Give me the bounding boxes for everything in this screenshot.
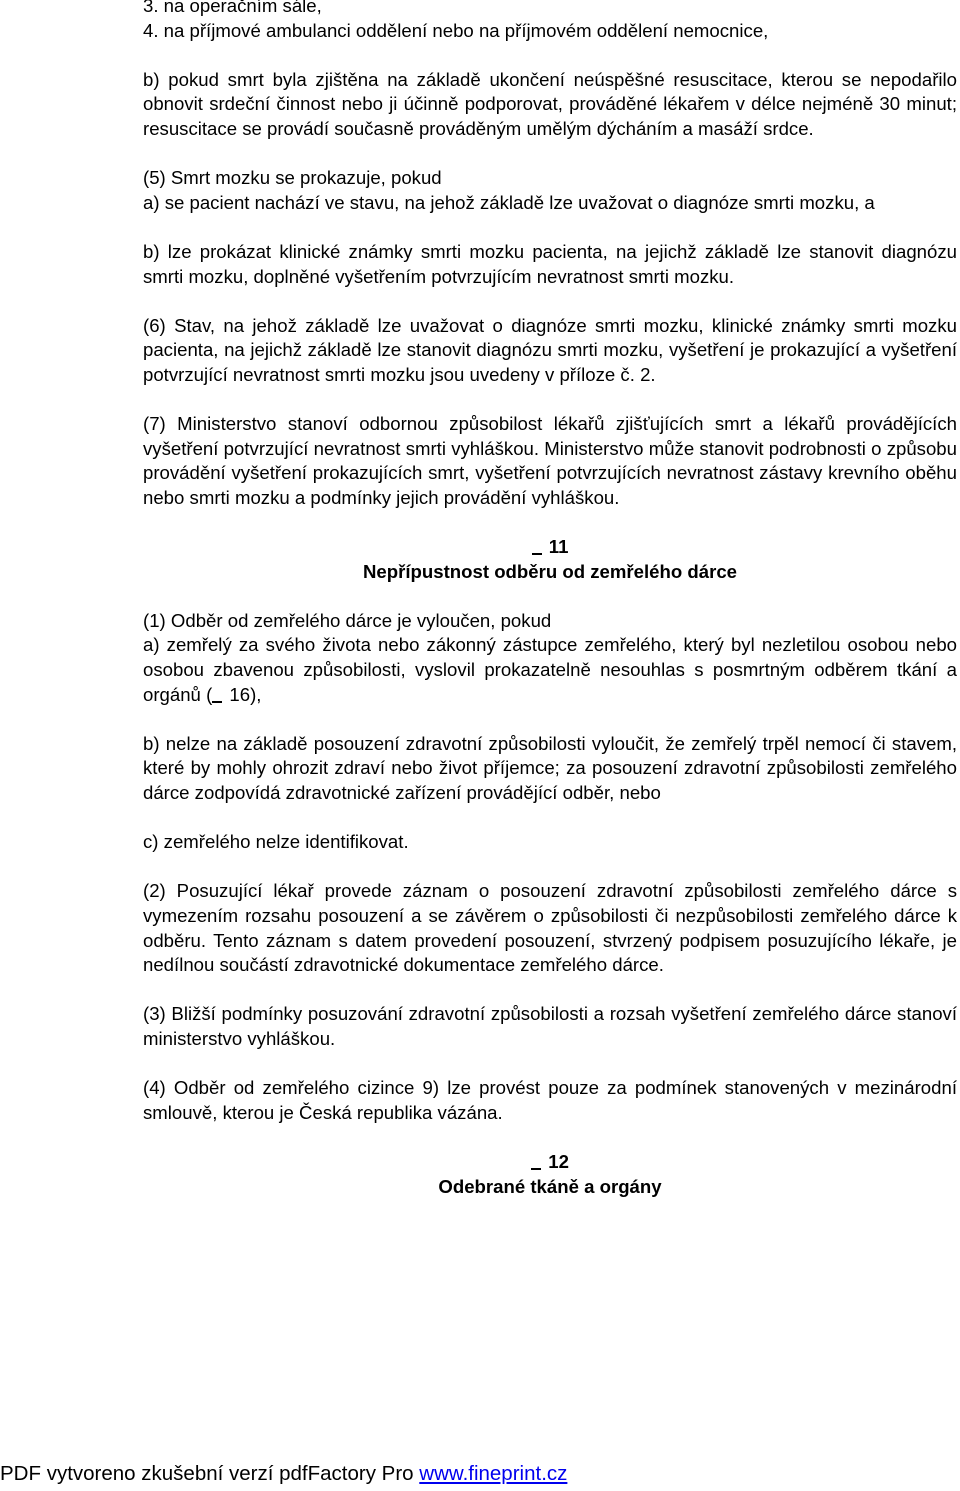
section-11-p1-a-start: a) zemřelý za svého života nebo zákonný zástupce zemřelého, který byl nezletilou osobou nebo osobou zbavenou způsobilosti, vyslovil prokazatelně nesouhlas s posmrtným odběrem tkání a orgánů ( — [143, 634, 957, 705]
section-11-number — [143, 535, 957, 560]
paragraph-sign-icon — [212, 683, 222, 703]
pdf-footer — [0, 1461, 567, 1487]
section-12-number-text: 12 — [548, 1150, 569, 1172]
section-11-title: Nepřípustnost odběru od zemřelého dárce — [363, 560, 737, 582]
section-12-number — [143, 1150, 957, 1175]
section-7: (7) Ministerstvo stanoví odbornou způsobilost lékařů zjišťujících smrt a lékařů provádějících vyšetření potvrzující nevratnost smrti vyhláškou. Ministerstvo může stanovit podrobnosti o způsobu provádění vyšetření prokazujících smrt, vyšetření potvrzujících nevratnost zástavy krevního oběhu nebo smrti mozku a podmínky jejich provádění vyhláškou. — [143, 413, 957, 508]
section-5-a: a) se pacient nachází ve stavu, na jehož základě lze uvažovat o diagnóze smrti mozku, a — [143, 191, 875, 213]
section-11-p1-a-end: 16), — [224, 683, 262, 705]
section-11-number-text: 11 — [548, 536, 569, 558]
paragraph-b-resuscitation: b) pokud smrt byla zjištěna na základě ukončení neúspěšné resuscitace, kterou se nepodařilo obnovit srdeční činnost nebo ji účinně podporovat, prováděné lékařem v délce nejméně 30 minut; resuscitace se provádí současně prováděným umělým dýcháním a masáží srdce. — [143, 68, 957, 139]
section-5-intro: (5) Smrt mozku se prokazuje, pokud — [143, 167, 442, 189]
list-item: 3. na operačním sále, — [143, 0, 322, 16]
section-11-p1-c: c) zemřelého nelze identifikovat. — [143, 831, 409, 853]
section-11-p1-b: b) nelze na základě posouzení zdravotní způsobilosti vyloučit, že zemřelý trpěl nemocí či stavem, které by mohly ohrozit zdraví nebo život příjemce; za posouzení zdravotní způsobilosti zemřelého dárce zodpovídá zdravotnické zařízení provádějící odběr, nebo — [143, 732, 957, 803]
paragraph-sign-icon — [531, 1150, 541, 1170]
section-11-p2: (2) Posuzující lékař provede záznam o posouzení zdravotní způsobilosti zemřelého dárce s vymezením rozsahu posouzení a se závěrem o způsobilosti či nezpůsobilosti zemřelého dárce k odběru. Tento záznam s datem provedení posouzení, stvrzený podpisem posuzujícího lékaře, je nedílnou součástí zdravotnické dokumentace zemřelého dárce. — [143, 880, 957, 976]
document-body — [143, 0, 957, 1199]
footer-link[interactable]: www.fineprint.cz — [419, 1462, 568, 1485]
footer-text: PDF vytvoreno zkušební verzí pdfFactory Pro — [0, 1462, 420, 1485]
section-11-p3: (3) Bližší podmínky posuzování zdravotní způsobilosti a rozsah vyšetření zemřelého dárce stanoví ministerstvo vyhláškou. — [143, 1003, 957, 1049]
section-12-title: Odebrané tkáně a orgány — [438, 1175, 662, 1197]
section-5-b: b) lze prokázat klinické známky smrti mozku pacienta, na jejichž základě lze stanovit diagnózu smrti mozku, doplněné vyšetřením potvrzujícím nevratnost smrti mozku. — [143, 240, 957, 287]
section-11-p1-a — [143, 633, 957, 707]
section-6: (6) Stav, na jehož základě lze uvažovat o diagnóze smrti mozku, klinické známky smrti mozku pacienta, na jejichž základě lze stanovit diagnózu smrti mozku, vyšetření je prokazující a vyšetření potvrzující nevratnost smrti mozku jsou uvedeny v příloze č. 2. — [143, 314, 957, 385]
paragraph-sign-icon — [532, 535, 542, 555]
list-item: 4. na příjmové ambulanci oddělení nebo na příjmovém oddělení nemocnice, — [143, 19, 769, 41]
section-11-p1-intro: (1) Odběr od zemřelého dárce je vyloučen, pokud — [143, 609, 552, 631]
section-11-p4: (4) Odběr od zemřelého cizince 9) lze provést pouze za podmínek stanovených v mezinárodní smlouvě, kterou je Česká republika vázána. — [143, 1077, 957, 1123]
